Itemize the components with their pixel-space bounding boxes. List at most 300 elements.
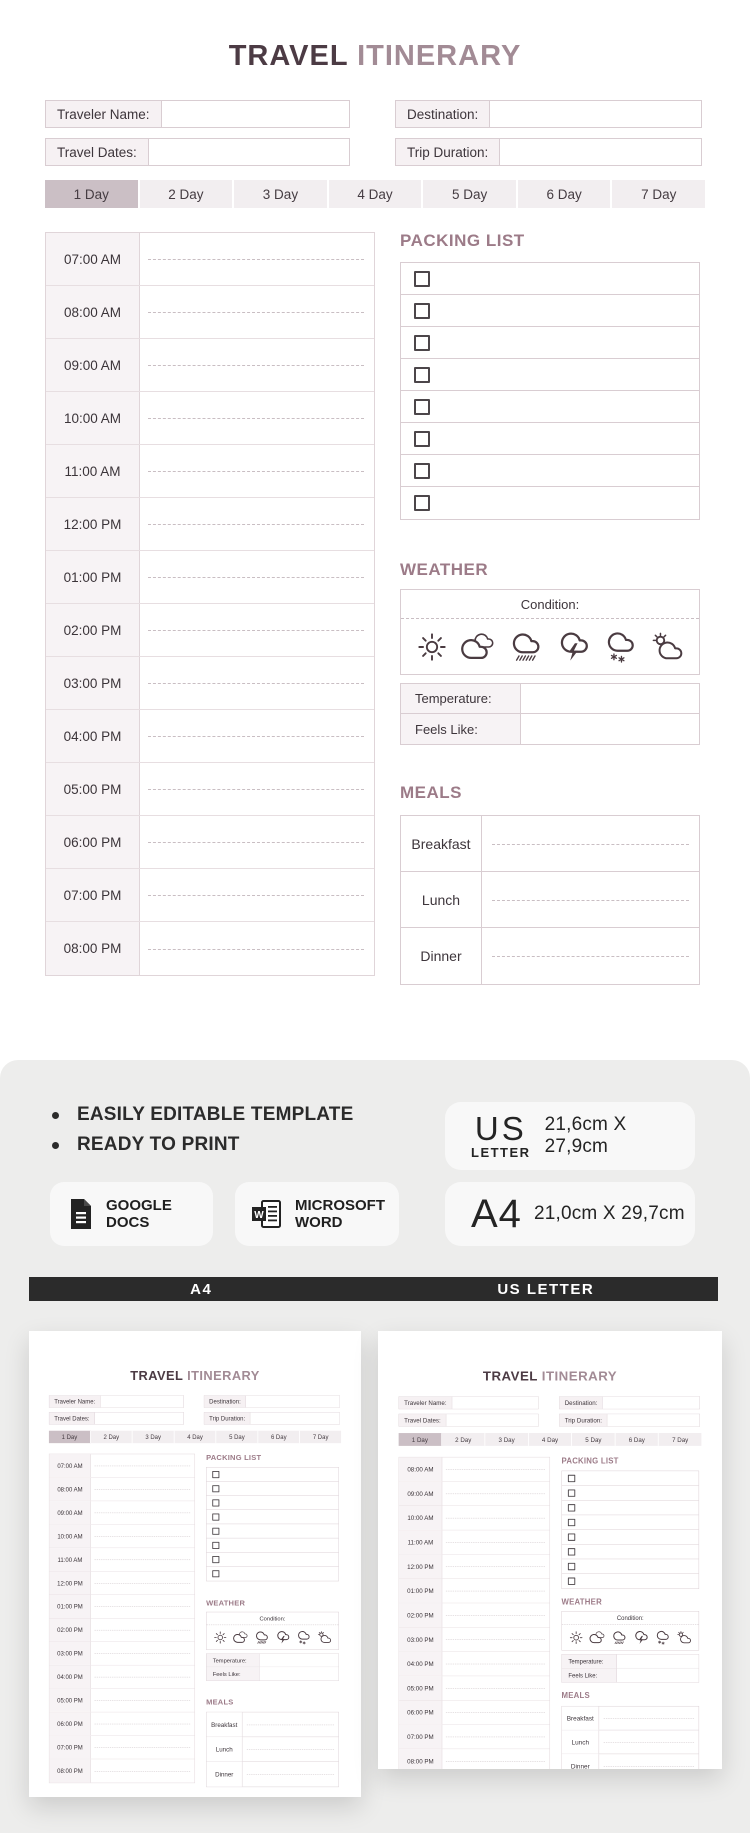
- meals-table: [561, 1706, 699, 1769]
- schedule-entry-cell: [442, 1700, 549, 1724]
- schedule-row: [399, 1506, 549, 1530]
- marketing-section: [0, 1060, 750, 1833]
- packing-row: [401, 263, 699, 295]
- time-label: 07:00 PM: [49, 1736, 91, 1759]
- temperature-row: [562, 1668, 699, 1682]
- schedule-entry-cell: [442, 1482, 549, 1506]
- title-itinerary: ITINERARY: [183, 1368, 260, 1383]
- checkbox: [568, 1578, 575, 1585]
- us-letter-page-preview: [378, 1331, 722, 1769]
- temperature-row: [207, 1654, 339, 1667]
- field-input: [95, 1413, 184, 1425]
- time-label: 02:00 PM: [46, 604, 140, 656]
- time-label: 08:00 PM: [46, 922, 140, 975]
- schedule-entry-cell: [91, 1501, 195, 1524]
- time-label: 06:00 PM: [399, 1700, 442, 1724]
- checkbox: [212, 1499, 219, 1506]
- meals-table: [206, 1712, 339, 1787]
- packing-row: [207, 1496, 339, 1510]
- weather-condition-box: [561, 1611, 699, 1650]
- tab-7-day: 7 Day: [659, 1433, 701, 1446]
- meals-heading: MEALS: [561, 1691, 590, 1701]
- schedule-entry-cell[interactable]: [140, 657, 374, 709]
- schedule-row: [46, 339, 374, 392]
- schedule-table: [45, 232, 375, 976]
- schedule-row: [49, 1665, 194, 1688]
- meal-row: [207, 1737, 339, 1762]
- schedule-entry-cell[interactable]: [140, 922, 374, 975]
- schedule-entry-cell: [442, 1749, 549, 1769]
- field-input: [250, 1413, 339, 1425]
- field-travel-dates: [45, 138, 350, 166]
- field-traveler-name: [45, 100, 350, 128]
- sun-icon[interactable]: [413, 630, 451, 664]
- schedule-entry-cell[interactable]: [140, 816, 374, 868]
- meal-entry-cell[interactable]: [482, 816, 699, 871]
- condition-label: Condition:: [207, 1612, 339, 1625]
- schedule-row: [49, 1572, 194, 1595]
- schedule-row: [46, 869, 374, 922]
- checkbox: [212, 1485, 219, 1492]
- schedule-row: [399, 1725, 549, 1749]
- field-trip-duration: [559, 1414, 700, 1427]
- time-label: 10:00 AM: [399, 1506, 442, 1530]
- traveler-fields: [45, 100, 705, 166]
- time-label: 03:00 PM: [49, 1642, 91, 1665]
- meals-table: [400, 815, 700, 985]
- schedule-entry-cell: [442, 1506, 549, 1530]
- temperature-input: [260, 1654, 339, 1667]
- schedule-row: [46, 922, 374, 975]
- temperature-label: Feels Like:: [562, 1668, 617, 1682]
- condition-label: Condition:: [562, 1611, 699, 1624]
- weather-condition-box: [400, 589, 700, 675]
- schedule-entry-cell: [91, 1595, 195, 1618]
- time-label: 07:00 PM: [46, 869, 140, 921]
- svg-text:W: W: [254, 1210, 264, 1221]
- packing-row: [562, 1515, 699, 1530]
- checkbox: [568, 1475, 575, 1482]
- rain-cloud-icon[interactable]: [507, 630, 545, 664]
- field-input: [603, 1397, 700, 1409]
- checkbox: [212, 1556, 219, 1563]
- checkbox[interactable]: [414, 495, 430, 511]
- packing-row: [562, 1471, 699, 1486]
- sun-icon: [567, 1630, 584, 1646]
- tab-3-day: 3 Day: [133, 1431, 175, 1443]
- tab-1-day: 1 Day: [49, 1431, 91, 1443]
- schedule-entry-cell[interactable]: [140, 498, 374, 550]
- schedule-entry-cell: [442, 1628, 549, 1652]
- meal-row: [562, 1706, 699, 1730]
- field-label: Travel Dates:: [46, 139, 149, 165]
- field-input[interactable]: [500, 139, 701, 165]
- time-label: 01:00 PM: [49, 1595, 91, 1618]
- schedule-entry-cell[interactable]: [140, 286, 374, 338]
- checkbox[interactable]: [414, 335, 430, 351]
- meal-label: Dinner: [401, 928, 482, 984]
- field-label: Destination:: [560, 1397, 603, 1409]
- checkbox[interactable]: [414, 463, 430, 479]
- field-input[interactable]: [490, 101, 701, 127]
- microsoft-word-icon: [251, 1198, 285, 1230]
- schedule-row: [46, 710, 374, 763]
- schedule-row: [399, 1603, 549, 1627]
- time-label: 03:00 PM: [46, 657, 140, 709]
- schedule-entry-cell: [91, 1478, 195, 1501]
- packing-row: [401, 359, 699, 391]
- us-letter-mini-planner: [378, 1367, 722, 1769]
- schedule-row: [399, 1700, 549, 1724]
- tab-1-day: 1 Day: [399, 1433, 442, 1446]
- schedule-row: [49, 1759, 194, 1782]
- template-title: [0, 36, 750, 76]
- rain-cloud-icon: [611, 1630, 628, 1646]
- checkbox: [212, 1570, 219, 1577]
- template-title: [378, 1367, 722, 1385]
- schedule-entry-cell[interactable]: [140, 392, 374, 444]
- schedule-entry-cell: [91, 1454, 195, 1477]
- schedule-row: [399, 1652, 549, 1676]
- weather-icons: [207, 1625, 339, 1649]
- meal-entry-cell: [599, 1754, 699, 1769]
- packing-row: [401, 423, 699, 455]
- tab-2-day[interactable]: 2 Day: [140, 180, 235, 208]
- time-label: 05:00 PM: [49, 1689, 91, 1712]
- time-label: 12:00 PM: [399, 1555, 442, 1579]
- packing-row: [207, 1524, 339, 1538]
- a4-mini-planner: [29, 1367, 361, 1797]
- storm-cloud-icon: [632, 1630, 649, 1646]
- time-label: 04:00 PM: [46, 710, 140, 762]
- schedule-entry-cell: [442, 1603, 549, 1627]
- schedule-entry-cell[interactable]: [140, 710, 374, 762]
- schedule-entry-cell[interactable]: [140, 445, 374, 497]
- schedule-row: [46, 498, 374, 551]
- schedule-table: [399, 1457, 550, 1769]
- title-itinerary: ITINERARY: [348, 40, 522, 72]
- schedule-entry-cell[interactable]: [140, 869, 374, 921]
- template-title: [29, 1367, 361, 1385]
- time-label: 05:00 PM: [399, 1676, 442, 1700]
- schedule-row: [49, 1712, 194, 1735]
- time-label: 10:00 AM: [49, 1525, 91, 1548]
- us-letter-dimensions: 21,6cm X 27,9cm: [544, 1114, 627, 1157]
- packing-list: [561, 1471, 699, 1589]
- time-label: 02:00 PM: [49, 1618, 91, 1641]
- field-destination: [204, 1395, 340, 1407]
- time-label: 07:00 AM: [49, 1454, 91, 1477]
- meal-row: [401, 872, 699, 928]
- checkbox[interactable]: [414, 399, 430, 415]
- checkbox: [568, 1489, 575, 1496]
- tab-1-day[interactable]: 1 Day: [45, 180, 140, 208]
- preview-format-bar: [29, 1277, 718, 1301]
- meal-row: [207, 1712, 339, 1737]
- schedule-row: [49, 1736, 194, 1759]
- app-name: MICROSOFT WORD: [295, 1197, 385, 1231]
- schedule-row: [49, 1478, 194, 1501]
- weather-icons: [401, 619, 699, 674]
- temperature-table: [561, 1654, 699, 1682]
- weather-icons: [562, 1625, 699, 1650]
- time-label: 04:00 PM: [49, 1665, 91, 1688]
- checkbox[interactable]: [414, 271, 430, 287]
- schedule-table: [49, 1454, 195, 1783]
- schedule-entry-cell: [442, 1725, 549, 1749]
- temperature-input[interactable]: [521, 714, 699, 744]
- schedule-row: [399, 1628, 549, 1652]
- temperature-label: Feels Like:: [401, 714, 521, 744]
- meal-label: Lunch: [207, 1737, 243, 1761]
- field-label: Traveler Name:: [46, 101, 162, 127]
- schedule-entry-cell: [442, 1579, 549, 1603]
- checkbox: [568, 1504, 575, 1511]
- weather-heading: WEATHER: [561, 1597, 602, 1607]
- time-label: 02:00 PM: [399, 1603, 442, 1627]
- field-label: Trip Duration:: [204, 1413, 250, 1425]
- schedule-entry-cell: [91, 1736, 195, 1759]
- meal-entry-cell[interactable]: [482, 928, 699, 984]
- schedule-entry-cell: [442, 1530, 549, 1554]
- weather-heading: WEATHER: [206, 1598, 246, 1608]
- schedule-entry-cell: [91, 1548, 195, 1571]
- schedule-row: [399, 1749, 549, 1769]
- tab-6-day[interactable]: 6 Day: [518, 180, 613, 208]
- schedule-entry-cell[interactable]: [140, 339, 374, 391]
- packing-row: [401, 487, 699, 519]
- travel-itinerary-planner: [0, 36, 750, 1096]
- field-label: Trip Duration:: [396, 139, 500, 165]
- tab-3-day[interactable]: 3 Day: [234, 180, 329, 208]
- checkbox: [568, 1548, 575, 1555]
- schedule-entry-cell[interactable]: [140, 551, 374, 603]
- app-name: GOOGLE DOCS: [106, 1197, 172, 1231]
- packing-list: [206, 1467, 339, 1581]
- schedule-entry-cell: [442, 1555, 549, 1579]
- field-input: [446, 1414, 538, 1426]
- field-trip-duration: [204, 1412, 340, 1424]
- google-docs-badge: [50, 1182, 213, 1246]
- schedule-row: [46, 392, 374, 445]
- a4-label: A4: [471, 1192, 522, 1236]
- field-input: [607, 1414, 699, 1426]
- checkbox[interactable]: [414, 431, 430, 447]
- time-label: 08:00 AM: [49, 1478, 91, 1501]
- temperature-row: [401, 714, 699, 744]
- schedule-row: [49, 1525, 194, 1548]
- checkbox: [568, 1533, 575, 1540]
- time-label: 09:00 AM: [46, 339, 140, 391]
- packing-row: [207, 1538, 339, 1552]
- schedule-entry-cell: [442, 1676, 549, 1700]
- planner-body: [399, 1457, 702, 1769]
- time-label: 08:00 AM: [46, 286, 140, 338]
- checkbox[interactable]: [414, 303, 430, 319]
- packing-row: [207, 1510, 339, 1524]
- bar-label-us-letter: US LETTER: [497, 1280, 595, 1298]
- tab-5-day: 5 Day: [216, 1431, 258, 1443]
- meal-label: Breakfast: [207, 1712, 243, 1736]
- field-input: [452, 1397, 538, 1409]
- field-input: [101, 1396, 184, 1408]
- meal-label: Lunch: [401, 872, 482, 927]
- checkbox: [212, 1542, 219, 1549]
- meal-entry-cell[interactable]: [482, 872, 699, 927]
- feature-item: [52, 1100, 353, 1130]
- day-tabs: [49, 1431, 341, 1443]
- time-label: 09:00 AM: [49, 1501, 91, 1524]
- checkbox: [568, 1519, 575, 1526]
- tab-5-day[interactable]: 5 Day: [423, 180, 518, 208]
- time-label: 05:00 PM: [46, 763, 140, 815]
- day-tabs: [45, 180, 705, 208]
- tab-4-day: 4 Day: [529, 1433, 572, 1446]
- schedule-row: [49, 1548, 194, 1571]
- meal-entry-cell: [599, 1706, 699, 1729]
- temperature-input: [260, 1667, 339, 1680]
- schedule-entry-cell: [91, 1525, 195, 1548]
- schedule-row: [399, 1676, 549, 1700]
- storm-cloud-icon[interactable]: [555, 630, 593, 664]
- a4-dimensions: 21,0cm X 29,7cm: [533, 1203, 685, 1224]
- weather-heading: WEATHER: [400, 560, 489, 579]
- field-label: Trip Duration:: [560, 1414, 608, 1426]
- time-label: 11:00 AM: [49, 1548, 91, 1571]
- field-traveler-name: [399, 1396, 539, 1409]
- temperature-label: Feels Like:: [207, 1667, 260, 1680]
- meals-heading: MEALS: [206, 1697, 234, 1707]
- packing-row: [401, 295, 699, 327]
- schedule-row: [49, 1501, 194, 1524]
- packing-row: [207, 1552, 339, 1566]
- tab-7-day[interactable]: 7 Day: [612, 180, 705, 208]
- packing-row: [401, 455, 699, 487]
- schedule-entry-cell[interactable]: [140, 763, 374, 815]
- snow-cloud-icon[interactable]: [602, 630, 640, 664]
- packing-list: [400, 262, 700, 520]
- schedule-row: [49, 1595, 194, 1618]
- weather-condition-box: [206, 1612, 339, 1650]
- packing-row: [562, 1500, 699, 1515]
- meal-row: [562, 1730, 699, 1754]
- time-label: 11:00 AM: [399, 1530, 442, 1554]
- meal-row: [207, 1762, 339, 1787]
- sun-behind-cloud-icon[interactable]: [649, 630, 687, 664]
- field-label: Traveler Name:: [399, 1397, 452, 1409]
- checkbox: [212, 1527, 219, 1534]
- title-travel: TRAVEL: [482, 1368, 538, 1384]
- meal-entry-cell: [242, 1712, 338, 1736]
- clouds-icon: [233, 1630, 250, 1645]
- packing-row: [562, 1486, 699, 1501]
- schedule-row: [46, 551, 374, 604]
- schedule-row: [49, 1642, 194, 1665]
- temperature-input: [617, 1655, 699, 1668]
- packing-row: [562, 1574, 699, 1589]
- checkbox: [568, 1563, 575, 1570]
- schedule-entry-cell: [91, 1618, 195, 1641]
- schedule-row: [46, 445, 374, 498]
- time-label: 01:00 PM: [399, 1579, 442, 1603]
- title-itinerary: ITINERARY: [537, 1368, 618, 1384]
- traveler-fields: [399, 1396, 702, 1426]
- meal-entry-cell: [242, 1762, 338, 1787]
- schedule-row: [46, 286, 374, 339]
- field-input[interactable]: [149, 139, 349, 165]
- right-column: [561, 1457, 699, 1769]
- field-destination: [395, 100, 702, 128]
- snow-cloud-icon: [654, 1630, 671, 1646]
- meal-label: Breakfast: [562, 1706, 599, 1729]
- schedule-row: [46, 657, 374, 710]
- feature-text: READY TO PRINT: [77, 1134, 240, 1155]
- microsoft-word-badge: [235, 1182, 399, 1246]
- temperature-table: [400, 683, 700, 745]
- packing-row: [562, 1530, 699, 1545]
- meal-label: Dinner: [207, 1762, 243, 1787]
- meal-label: Breakfast: [401, 816, 482, 871]
- time-label: 09:00 AM: [399, 1482, 442, 1506]
- schedule-row: [46, 763, 374, 816]
- temperature-input[interactable]: [521, 684, 699, 713]
- field-destination: [559, 1396, 700, 1409]
- feature-text: EASILY EDITABLE TEMPLATE: [77, 1104, 354, 1125]
- clouds-icon: [589, 1630, 606, 1646]
- temperature-label: Temperature:: [401, 684, 521, 713]
- temperature-table: [206, 1653, 339, 1680]
- packing-list-heading: PACKING LIST: [561, 1456, 619, 1466]
- snow-cloud-icon: [295, 1630, 312, 1645]
- time-label: 10:00 AM: [46, 392, 140, 444]
- packing-row: [401, 391, 699, 423]
- field-traveler-name: [49, 1395, 184, 1407]
- time-label: 08:00 PM: [49, 1759, 91, 1782]
- schedule-row: [399, 1482, 549, 1506]
- time-label: 06:00 PM: [46, 816, 140, 868]
- clouds-icon[interactable]: [460, 630, 498, 664]
- planner-body: [49, 1454, 341, 1787]
- field-label: Travel Dates:: [49, 1413, 95, 1425]
- time-label: 12:00 PM: [46, 498, 140, 550]
- schedule-entry-cell[interactable]: [140, 233, 374, 285]
- meal-entry-cell: [599, 1730, 699, 1753]
- checkbox: [212, 1513, 219, 1520]
- rain-cloud-icon: [254, 1630, 271, 1645]
- temperature-label: Temperature:: [207, 1654, 260, 1667]
- tab-3-day: 3 Day: [485, 1433, 528, 1446]
- time-label: 07:00 PM: [399, 1725, 442, 1749]
- schedule-row: [46, 816, 374, 869]
- schedule-entry-cell: [91, 1572, 195, 1595]
- checkbox[interactable]: [414, 367, 430, 383]
- tab-7-day: 7 Day: [300, 1431, 341, 1443]
- title-travel: TRAVEL: [130, 1368, 184, 1383]
- time-label: 07:00 AM: [46, 233, 140, 285]
- google-docs-icon: [66, 1197, 96, 1231]
- condition-label: Condition:: [401, 590, 699, 619]
- schedule-row: [399, 1530, 549, 1554]
- tab-5-day: 5 Day: [572, 1433, 615, 1446]
- field-input[interactable]: [162, 101, 349, 127]
- schedule-entry-cell[interactable]: [140, 604, 374, 656]
- planner-body: [45, 232, 705, 985]
- packing-row: [562, 1559, 699, 1574]
- meal-row: [562, 1754, 699, 1769]
- field-trip-duration: [395, 138, 702, 166]
- tab-6-day: 6 Day: [616, 1433, 659, 1446]
- tab-4-day[interactable]: 4 Day: [329, 180, 424, 208]
